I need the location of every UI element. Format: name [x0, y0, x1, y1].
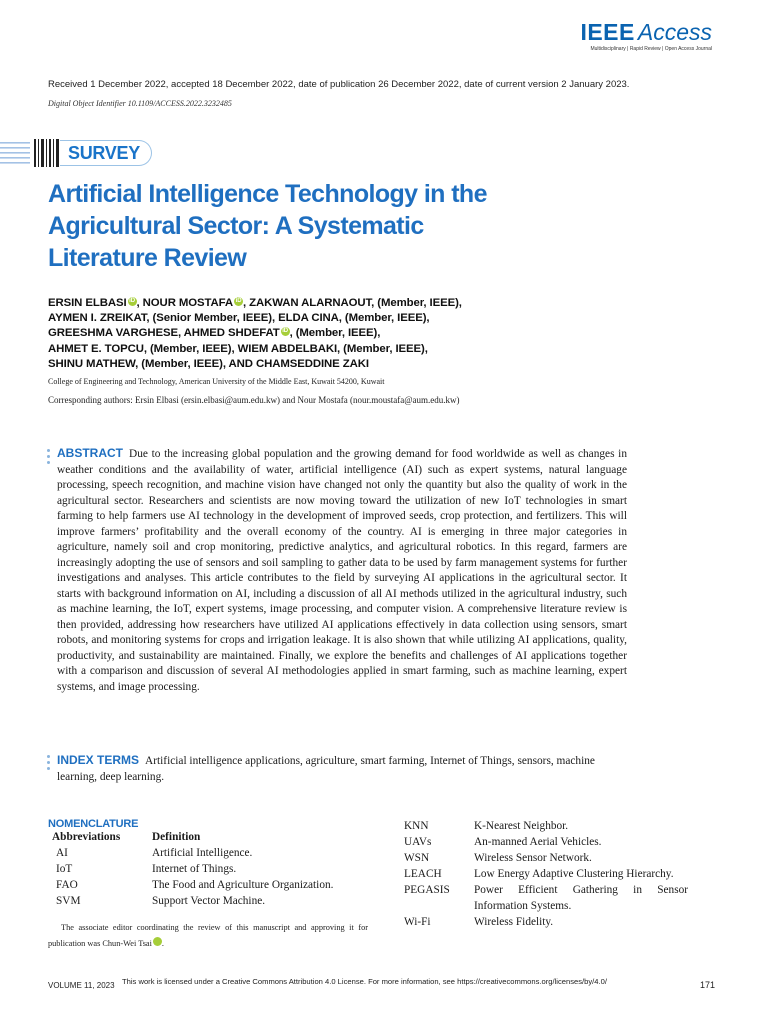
- definition: The Food and Agriculture Organization.: [152, 879, 334, 891]
- definition: Low Energy Adaptive Clustering Hierarchy.: [474, 868, 674, 880]
- nomenclature-row: [404, 883, 688, 914]
- author-line: AHMET E. TOPCU, (Member, IEEE), WIEM ABDELBAKI, (Member, IEEE),: [48, 342, 428, 355]
- definition-header: Definition: [152, 831, 201, 843]
- index-terms-text: Artificial intelligence applications, agriculture, smart farming, Internet of Things, sensors, machine learning, deep learning.: [57, 755, 595, 783]
- nomenclature-table-left: [52, 829, 334, 909]
- editor-note-end: .: [161, 939, 164, 948]
- nomenclature-row: [404, 915, 688, 931]
- abbreviation: PEGASIS: [404, 884, 450, 896]
- abstract-text: Due to the increasing global population and the growing demand for food worldwide as well as changes in weather conditions and the availability of water, artificial intelligence (AI) such as expert systems, natural language processing, speech recognition, and machine vision have changed not only the quantity but also the quality of work in the agricultural sector. Researchers and scientists are now moving toward the utilization of new IoT technologies in smart farming to help farmers use AI technology in the development of improved seeds, crop protection, and fertilizers. This will improve farmers’ profitability and the overall economy of the country. AI is emerging in three major categories in agriculture, namely soil and crop monitoring, predictive analytics, and agricultural robotics. In this regard, farmers are increasingly adopting the use of sensors and soil sampling to gather data to be used by farm management systems for further investigations and analyses. This article contributes to the field by surveying AI applications in the agricultural sector. It starts with background information on AI, including a discussion of all AI methods utilized in the agricultural industry, such as machine learning, the IoT, expert systems, image processing, and computer vision. A comprehensive literature review is then provided, addressing how researchers have utilized AI applications effectively in data collection using sensors, smart robots, and monitoring systems for crops and irrigation leakage. It is also shown that while utilizing AI applications, quality, productivity, and sustainability are maintained. Finally, we explore the benefits and challenges of AI applications together with a comparison and discussion of several AI methodologies applied in smart farming, such as machine learning, expert systems, and image processing.: [57, 448, 627, 693]
- definition: Wireless Fidelity.: [474, 915, 554, 928]
- orcid-icon[interactable]: iD: [129, 298, 135, 304]
- definition: An-manned Aerial Vehicles.: [474, 836, 602, 848]
- nomenclature-row: [56, 893, 333, 909]
- orcid-icon[interactable]: iD: [153, 937, 162, 946]
- definition: Support Vector Machine.: [152, 895, 266, 907]
- author-line: SHINU MATHEW, (Member, IEEE), AND CHAMSEDDINE ZAKI: [48, 357, 369, 370]
- section-badge-label: SURVEY: [68, 143, 140, 163]
- nomenclature-row: [404, 851, 688, 867]
- author-name: , (Member, IEEE),: [289, 327, 381, 340]
- nomenclature-row: [56, 877, 333, 893]
- index-terms-marker-icon: [47, 755, 51, 773]
- logo-ieee: IEEE: [580, 19, 635, 45]
- author-name: GREESHMA VARGHESE, AHMED SHDEFAT: [48, 327, 280, 340]
- page-number: 171: [700, 980, 716, 990]
- orcid-icon[interactable]: iD: [282, 328, 288, 335]
- abbreviation: WSN: [404, 852, 430, 864]
- index-terms: [57, 752, 627, 785]
- received-dates: Received 1 December 2022, accepted 18 December 2022, date of publication 26 December 2022, date of current version 2 January 2023.: [48, 79, 630, 90]
- author-list: [48, 296, 548, 372]
- abbreviation: Wi-Fi: [404, 915, 431, 928]
- journal-logo: [580, 20, 712, 52]
- index-terms-label: INDEX TERMS: [57, 753, 140, 767]
- doi: Digital Object Identifier 10.1109/ACCESS.2022.3232485: [48, 99, 232, 108]
- abbreviations-header: Abbreviations: [52, 831, 121, 843]
- logo-access: Access: [637, 19, 712, 45]
- abbreviation: FAO: [56, 879, 78, 891]
- author-name: ERSIN ELBASI: [48, 297, 127, 309]
- abbreviation: SVM: [56, 895, 81, 907]
- affiliation: College of Engineering and Technology, American University of the Middle East, Kuwait 54200, Kuwait: [48, 377, 385, 386]
- abbreviation: IoT: [56, 863, 73, 875]
- definition: Wireless Sensor Network.: [474, 852, 592, 864]
- paper-title: Artificial Intelligence Technology in the Agricultural Sector: A Systematic Literature Review: [48, 180, 487, 272]
- abbreviation: LEACH: [404, 868, 442, 880]
- nomenclature-row: [404, 819, 688, 835]
- corresponding-authors: Corresponding authors: Ersin Elbasi (ersin.elbasi@aum.edu.kw) and Nour Mostafa (nour.moustafa@aum.edu.kw): [48, 395, 460, 405]
- editor-note-text: The associate editor coordinating the review of this manuscript and approving it for publication was Chun-Wei Tsai: [48, 923, 368, 948]
- abbreviation: AI: [56, 847, 68, 859]
- section-badge: [60, 140, 152, 166]
- definition: Artificial Intelligence.: [152, 847, 253, 859]
- editor-note: [48, 920, 368, 952]
- footer-volume: VOLUME 11, 2023: [48, 981, 115, 990]
- orcid-icon[interactable]: iD: [235, 298, 242, 304]
- author-name: , NOUR MOSTAFA: [136, 297, 234, 309]
- abbreviation: UAVs: [404, 836, 432, 848]
- logo-tagline: Multidisciplinary | Rapid Review | Open Access Journal: [590, 46, 712, 52]
- nomenclature-row: [56, 845, 333, 861]
- abbreviation: KNN: [404, 820, 429, 832]
- abstract-label: ABSTRACT: [57, 446, 123, 460]
- abstract: [57, 446, 627, 695]
- author-line: AYMEN I. ZREIKAT, (Senior Member, IEEE), ELDA CINA, (Member, IEEE),: [48, 312, 430, 325]
- abstract-marker-icon: [47, 449, 51, 467]
- nomenclature-row: [404, 835, 688, 851]
- definition: K-Nearest Neighbor.: [474, 820, 569, 832]
- definition: Internet of Things.: [152, 863, 237, 875]
- nomenclature-row: [56, 861, 333, 877]
- nomenclature-title: NOMENCLATURE: [48, 818, 139, 830]
- nomenclature-header: [52, 829, 333, 845]
- barcode-stripes-icon: [0, 136, 62, 170]
- definition: Power Efficient Gathering in Sensor Information Systems.: [474, 884, 688, 912]
- nomenclature-table-right: [404, 819, 688, 931]
- nomenclature-row: [404, 867, 688, 883]
- author-name: , ZAKWAN ALARNAOUT, (Member, IEEE),: [243, 297, 462, 309]
- footer-license[interactable]: This work is licensed under a Creative Commons Attribution 4.0 License. For more information, see https://creativecommons.org/licenses/by/4.0/: [122, 977, 607, 986]
